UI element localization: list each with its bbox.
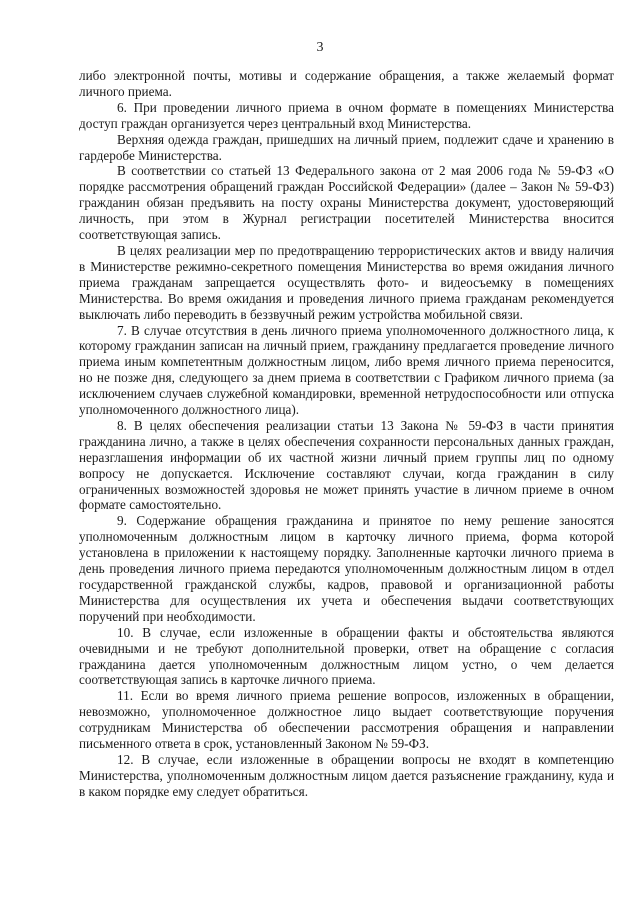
paragraph-12: 12. В случае, если изложенные в обращении вопросы не входят в компетенцию Министерства, уполномоченным должностным лицом дается разъяснение гражданину, куда и в каком порядке ему следует обратиться. [79,751,614,799]
paragraph-6: 6. При проведении личного приема в очном формате в помещениях Министерства доступ граждан организуется через центральный вход Министерства. [79,99,614,131]
paragraph-8: 8. В целях обеспечения реализации статьи 13 Закона № 59-ФЗ в части принятия гражданина лично, а также в целях обеспечения сохранности персональных данных граждан, неразглашения информации об их частной жизни личный прием группы лиц по одному вопросу не допускается. Исключение составляют случаи, когда гражданин в силу ограниченных возможностей здоровья не может принять участие в личном приеме в очном формате самостоятельно. [79,417,614,513]
document-body [79,68,614,800]
paragraph-11: 11. Если во время личного приема решение вопросов, изложенных в обращении, невозможно, уполномоченное должностное лицо выдает соответствующие поручения сотрудникам Министерства об обеспечении рассмотрения обращения и направлении письменного ответа в срок, установленный Законом № 59-ФЗ. [79,688,614,752]
paragraph-7: 7. В случае отсутствия в день личного приема уполномоченного должностного лица, к которому гражданин записан на личный прием, гражданину предлагается проведение личного приема иным компетентным должностным лицом, либо время личного приема переносится, но не позже дня, следующего за днем приема в соответствии с Графиком личного приема (за исключением случаев служебной командировки, временной нетрудоспособности или отпуска уполномоченного должностного лица). [79,322,614,418]
paragraph-10: 10. В случае, если изложенные в обращении факты и обстоятельства являются очевидными и не требуют дополнительной проверки, ответ на обращение с согласия гражданина дается уполномоченным должностным лицом устно, о чем делается соответствующая запись в карточке личного приема. [79,624,614,688]
paragraph-terrorism-prevention: В целях реализации мер по предотвращению террористических актов и ввиду наличия в Министерстве режимно-секретного помещения Министерства во время ожидания личного приема гражданам запрещается осуществлять фото- и видеосъемку в помещениях Министерства. Во время ожидания и проведения личного приема гражданам рекомендуется выключать либо переводить в беззвучный режим устройства мобильной связи. [79,242,614,322]
paragraph-identity-document: В соответствии со статьей 13 Федерального закона от 2 мая 2006 года № 59-ФЗ «О порядке рассмотрения обращений граждан Российской Федерации» (далее – Закон № 59-ФЗ) гражданин обязан предъявить на посту охраны Министерства документ, удостоверяющий личность, при этом в Журнал регистрации посетителей Министерства вносится соответствующая запись. [79,163,614,243]
paragraph-9: 9. Содержание обращения гражданина и принятое по нему решение заносятся уполномоченным должностным лицом в карточку личного приема, форма которой установлена в приложении к настоящему порядку. Заполненные карточки личного приема в день проведения личного приема передаются уполномоченным должностным лицом в отдел государственной гражданской службы, кадров, правовой и организационной работы Министерства для осуществления их учета и обеспечения выдачи соответствующих поручений при необходимости. [79,513,614,624]
paragraph-outerwear: Верхняя одежда граждан, пришедших на личный прием, подлежит сдаче и хранению в гардеробе Министерства. [79,131,614,163]
page-number: 3 [316,40,324,55]
paragraph-continuation: либо электронной почты, мотивы и содержание обращения, а также желаемый формат личного приема. [79,68,614,99]
